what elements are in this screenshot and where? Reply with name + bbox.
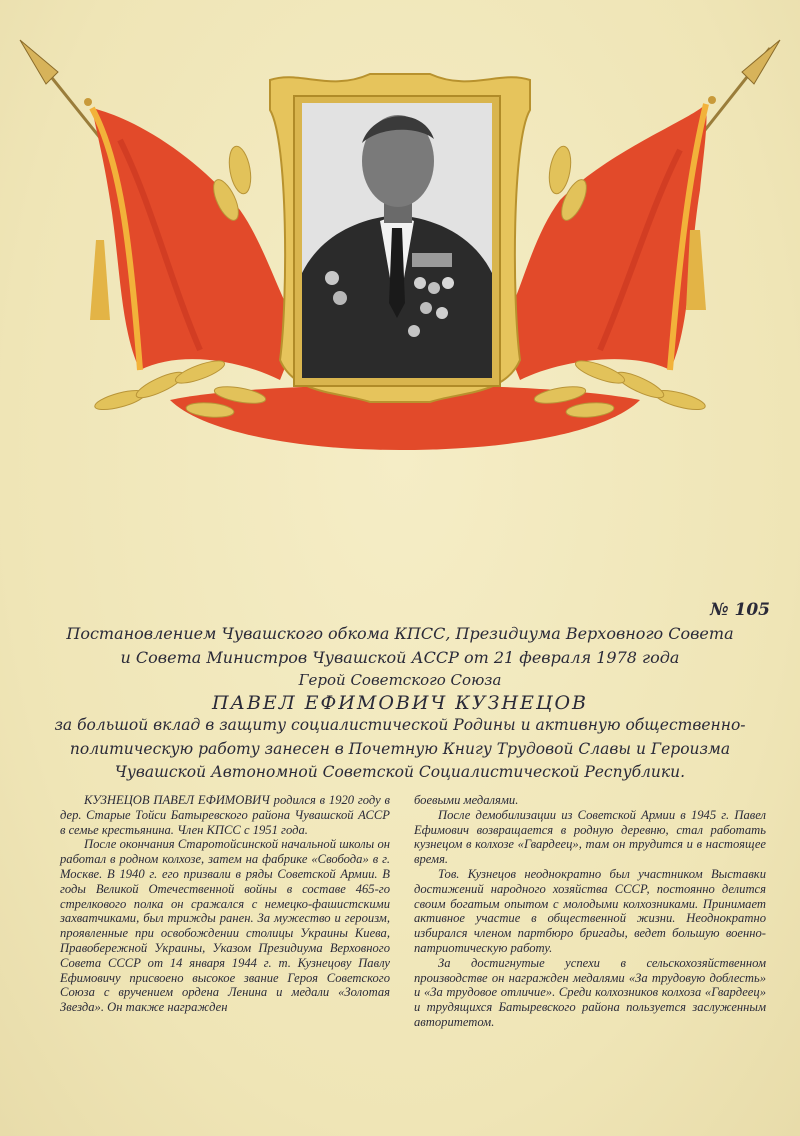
portrait-person-icon — [302, 103, 492, 378]
biography-right-column — [414, 793, 766, 1030]
right-pole-tip-icon — [742, 40, 780, 84]
bio-paragraph: За достигнутые успехи в сельскохозяйственном производстве он награжден медалями «За трудовую доблесть» и «За трудовое отличие». Среди колхозников колхоза «Гвардеец» и трудящихся Батыревского района пользуется заслуженным авторитетом. — [414, 955, 766, 1029]
decree-heading-line2: и Совета Министров Чувашской АССР от 21 февраля 1978 года — [120, 648, 680, 667]
award-reason-line1: за большой вклад в защиту социалистической Родины и активную общественно- — [54, 716, 746, 734]
left-tassel — [90, 240, 110, 320]
person-name: ПАВЕЛ ЕФИМОВИЧ КУЗНЕЦОВ — [211, 692, 588, 714]
biography-left-column — [60, 793, 390, 1015]
bio-paragraph: КУЗНЕЦОВ ПАВЕЛ ЕФИМОВИЧ родился в 1920 году в дер. Старые Тойси Батыревского района Чувашской АССР в семье крестьянина. Член КПСС с 1951 года. — [60, 793, 390, 837]
bio-paragraph: После демобилизации из Советской Армии в 1945 г. Павел Ефимович возвращается в родную деревню, стал работать кузнецом в колхозе «Гвардеец», там он трудится и в настоящее время. — [414, 807, 766, 867]
hero-title: Герой Советского Союза — [298, 671, 502, 689]
bio-paragraph: боевыми медалями. — [414, 793, 519, 807]
document-number: № 105 — [710, 600, 770, 620]
award-reason-line3: Чувашской Автономной Советской Социалистической Республики. — [114, 763, 686, 781]
bio-paragraph: После окончания Старотойсинской начальной школы он работал в родном колхозе, затем на фабрике «Свобода» в г. Москве. В 1940 г. его призвали в ряды Советской Армии. В годы Великой Отечественной войны в составе 465-го стрелкового полка он сражался с немецко-фашистскими захватчиками, был трижды ранен. За мужество и героизм, проявленные при освобождении столицы Украины Киева, Правобережной Украины, Указом Президиума Верховного Совета СССР от 14 января 1944 г. т. Кузнецову Павлу Ефимовичу присвоено высокое звание Героя Советского Союза с вручением ордена Ленина и медали «Золотая Звезда». Он также награжден — [60, 837, 390, 1015]
portrait-photo — [302, 103, 492, 378]
decree-heading-line1: Постановлением Чувашского обкома КПСС, Президиума Верховного Совета — [66, 624, 734, 643]
left-pole-tip-icon — [20, 40, 58, 84]
award-reason-line2: политическую работу занесен в Почетную Книгу Трудовой Славы и Героизма — [69, 740, 731, 758]
bio-paragraph: Тов. Кузнецов неоднократно был участником Выставки достижений народного хозяйства СССР, постоянно делится своим богатым опытом с молодыми колхозниками. Принимает активное участие в общественной жизни. Неоднократно избирался членом партбюро бригады, ведет большую военно-патриотическую работу. — [414, 866, 766, 955]
